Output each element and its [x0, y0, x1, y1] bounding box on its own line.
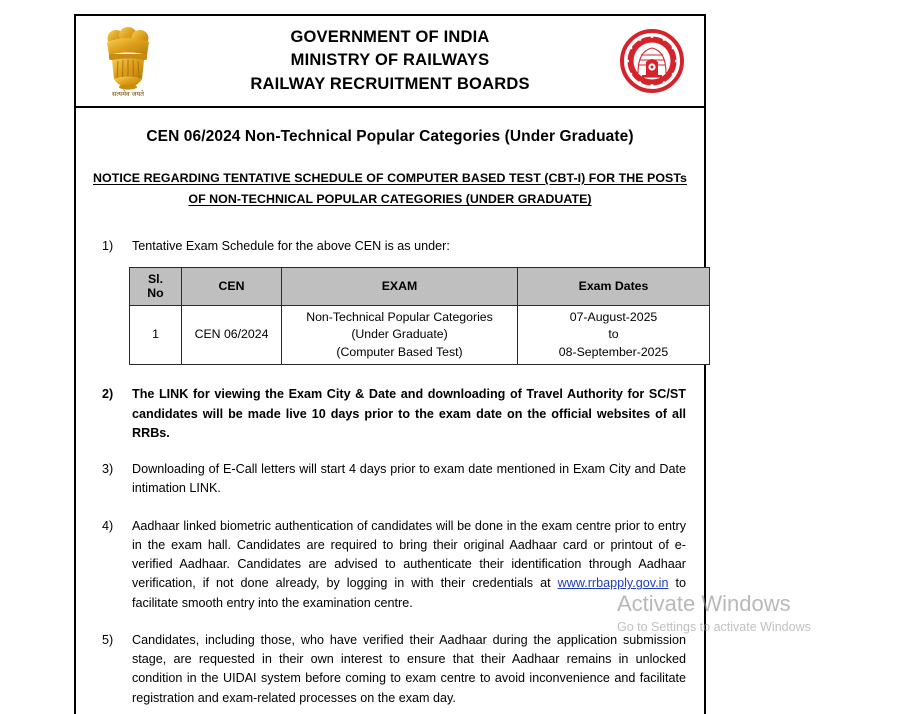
- watermark-title: Activate Windows: [617, 591, 791, 616]
- clause-4-number: 4): [102, 518, 114, 533]
- clause-3-number: 3): [102, 462, 114, 477]
- column-header-sl-line2: No: [147, 286, 164, 301]
- clause-4-text-after-link: to facilitate smooth entry into the examination centre.: [132, 576, 686, 610]
- ashoka-emblem-cell: [82, 24, 174, 98]
- notice-page: [74, 14, 706, 714]
- clause-3: [86, 460, 694, 499]
- clause-1-number: 1): [102, 238, 114, 253]
- clause-4-text-before-link: Aadhaar linked biometric authentication of candidates will be done in the exam centre prior to entry in the exam hall. Candidates are required to bring their original Aadhaar card or printout of e-verified Aadhaar. Candidates are advised to authenticate their identification through Aadhaar verification, if not done already, by logging in with their credentials at: [132, 518, 686, 591]
- table-row: [130, 305, 710, 364]
- cell-cen: CEN 06/2024: [182, 305, 282, 364]
- indian-railways-logo-icon: [620, 29, 684, 93]
- clause-1: [86, 237, 694, 256]
- column-header-sl-no: [130, 267, 182, 305]
- column-header-exam: EXAM: [282, 267, 518, 305]
- notice-heading-line-1: NOTICE REGARDING TENTATIVE SCHEDULE OF COMPUTER BASED TEST (CBT-I) FOR THE POSTs: [93, 171, 687, 185]
- table-header-row: [130, 267, 710, 305]
- cell-exam-line3: (Computer Based Test): [336, 344, 463, 359]
- clause-2-text: The LINK for viewing the Exam City & Date and downloading of Travel Authority for SC/ST candidates will be made live 10 days prior to the exam date on the official websites of all RRBs.: [132, 387, 686, 440]
- notice-heading-line-2: OF NON-TECHNICAL POPULAR CATEGORIES (UNDER GRADUATE): [188, 192, 592, 207]
- notice-heading: [86, 168, 694, 211]
- clause-1-text: Tentative Exam Schedule for the above CEN is as under:: [132, 238, 450, 253]
- column-header-exam-dates: Exam Dates: [518, 267, 710, 305]
- clause-4-text: [132, 517, 686, 613]
- exam-schedule-table: [129, 267, 710, 365]
- column-header-cen: CEN: [182, 267, 282, 305]
- notice-body: [76, 108, 704, 708]
- cell-date-to: 08-September-2025: [558, 344, 669, 359]
- cell-exam-line1: Non-Technical Popular Categories: [306, 309, 493, 324]
- cell-exam: [282, 305, 518, 364]
- clause-5-text: Candidates, including those, who have verified their Aadhaar during the application submission stage, are requested in their own interest to ensure that their Aadhaar remains in unlocked condition in the UIDAI system before coming to exam centre to avoid inconvenience and facilitate registration and exam-related processes on the exam day.: [132, 632, 686, 705]
- cell-exam-dates: [518, 305, 710, 364]
- clause-4: [86, 517, 694, 613]
- railways-logo-cell: [606, 29, 698, 93]
- org-line-ministry: MINISTRY OF RAILWAYS: [290, 51, 490, 70]
- clause-5: [86, 631, 694, 708]
- masthead: [76, 16, 704, 108]
- clause-5-number: 5): [102, 632, 114, 647]
- cell-date-from: 07-August-2025: [569, 309, 658, 324]
- masthead-titles: [174, 26, 606, 96]
- schedule-table-wrapper: [129, 267, 686, 365]
- org-line-government: GOVERNMENT OF INDIA: [290, 27, 490, 46]
- watermark-subtitle: Go to Settings to activate Windows: [617, 620, 811, 635]
- cell-sl-no: 1: [130, 305, 182, 364]
- org-line-boards: RAILWAY RECRUITMENT BOARDS: [250, 74, 530, 93]
- emblem-motto-text: सत्यमेव जयते: [112, 90, 144, 98]
- cell-date-separator: to: [608, 327, 619, 342]
- ashoka-emblem-icon: [101, 24, 155, 98]
- column-header-sl-line1: Sl.: [147, 271, 164, 286]
- cell-exam-line2: (Under Graduate): [351, 327, 448, 342]
- clause-2: [86, 385, 694, 443]
- cen-title: CEN 06/2024 Non-Technical Popular Categories (Under Graduate): [146, 128, 634, 145]
- rrbapply-link[interactable]: www.rrbapply.gov.in: [557, 576, 669, 591]
- clause-3-text: Downloading of E-Call letters will start 4 days prior to exam date mentioned in Exam City and Date intimation LINK.: [132, 462, 686, 496]
- clause-2-number: 2): [102, 387, 114, 402]
